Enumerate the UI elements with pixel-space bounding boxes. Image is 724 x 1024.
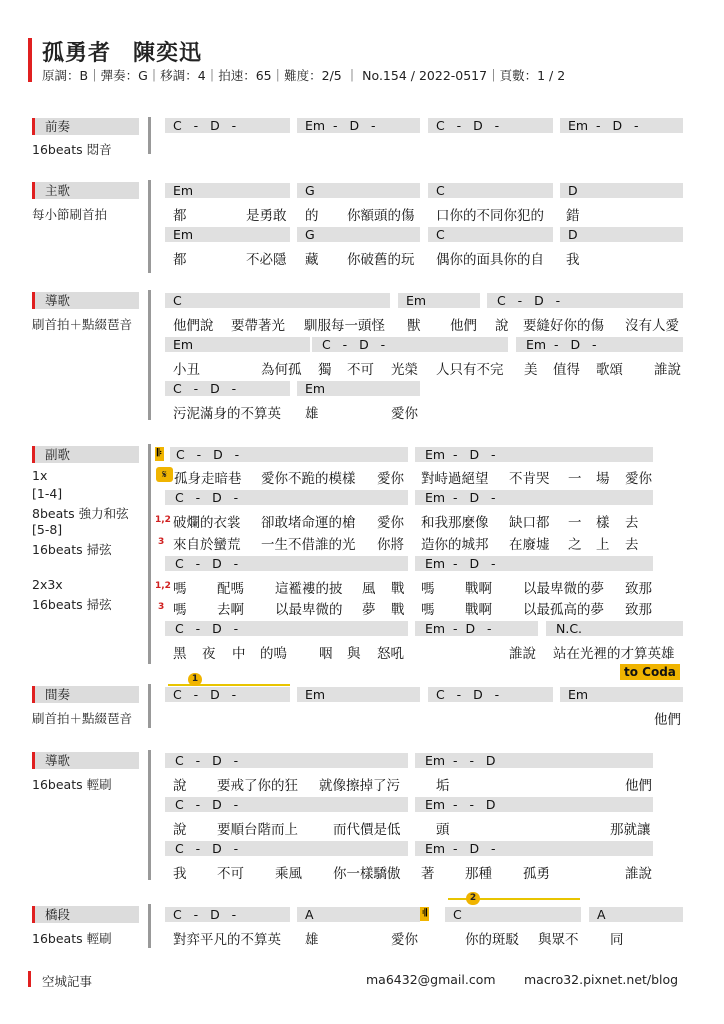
lyric: 咽 [319, 646, 333, 662]
lyric: 頭 [436, 822, 450, 838]
lyric: 愛你 [625, 471, 652, 487]
lyric: 愛你 [391, 406, 418, 422]
lyric: 口你的不同你犯的 [436, 208, 544, 224]
lyric: 嗎 [173, 581, 187, 597]
chord-box: C [428, 227, 553, 242]
section-bar [148, 444, 151, 664]
lyric: 一 [568, 471, 582, 487]
lyric: 和我那麼像 [421, 515, 489, 531]
lyric: 錯 [566, 208, 580, 224]
lyric: 站在光裡的才算英雄 [553, 646, 675, 662]
section-note-chorus: 16beats 掃弦 [32, 542, 112, 557]
chord-box: C - D - [428, 118, 553, 133]
header-accent-bar [28, 38, 32, 82]
lyric: 都 [173, 252, 187, 268]
section-note-chorus: 1x [32, 468, 48, 483]
lyric: 與 [347, 646, 361, 662]
lyric: 雄 [305, 932, 319, 948]
lyric: 雄 [305, 406, 319, 422]
chord-box: C - D - [165, 687, 290, 702]
chord-box: D [560, 227, 683, 242]
lyric: 你額頭的傷 [347, 208, 415, 224]
lyric: 不可 [347, 362, 374, 378]
lyric: 都 [173, 208, 187, 224]
lyric: 戰啊 [465, 602, 492, 618]
chord-box: C - D - [165, 118, 290, 133]
lyric: 誰說 [509, 646, 536, 662]
lyric: 那就讓 [610, 822, 651, 838]
chord-box: Em - D - [415, 447, 653, 462]
lyric: 愛你 [391, 932, 418, 948]
lyric: 同 [610, 932, 624, 948]
section-note-chorus: [5-8] [32, 522, 63, 537]
section-label-chorus: 副歌 [32, 446, 139, 463]
lyric: 中 [232, 646, 246, 662]
section-label-verse: 主歌 [32, 182, 139, 199]
chord-box: C - D - [487, 293, 683, 308]
lyric: 來自於蠻荒 [173, 537, 241, 553]
lyric: 夜 [202, 646, 216, 662]
to-coda-label: to Coda [620, 664, 680, 680]
lyric: 說 [173, 778, 187, 794]
lyric: 不必隱 [246, 252, 287, 268]
section-note-pre2: 16beats 輕刷 [32, 777, 112, 792]
lyric: 上 [596, 537, 610, 553]
lyric: 致那 [625, 602, 652, 618]
lyric: 去啊 [217, 602, 244, 618]
section-bar [148, 904, 151, 948]
lyric: 黑 [173, 646, 187, 662]
lyric: 他們 [625, 778, 652, 794]
lyric: 污泥滿身的不算英 [173, 406, 281, 422]
chord-box: G [297, 227, 420, 242]
lyric: 以最卑微的 [275, 602, 343, 618]
chord-box: Em - D - [415, 490, 653, 505]
lyric: 對弈平凡的不算英 [173, 932, 281, 948]
segno-icon: 𝄋 [156, 467, 173, 482]
second-ending-number: 2 [466, 892, 480, 905]
chord-box: Em - - D [415, 753, 653, 768]
lyric: 誰說 [625, 866, 652, 882]
lyric: 去 [625, 515, 639, 531]
repeat-start-icon: 𝄆 [157, 448, 162, 459]
lyric: 沒有人愛 [625, 318, 679, 334]
chord-box: C - D - [165, 556, 408, 571]
section-label-interlude: 間奏 [32, 686, 139, 703]
chord-box: Em [398, 293, 480, 308]
chord-box: C - D - [165, 797, 408, 812]
lyric: 以最孤高的夢 [523, 602, 604, 618]
section-note-intro: 16beats 悶音 [32, 142, 112, 157]
lyric: 嗎 [173, 602, 187, 618]
lyric: 要縫好你的傷 [523, 318, 604, 334]
chord-box: A [297, 907, 420, 922]
chord-box: Em [560, 687, 683, 702]
lyric: 你一樣驕傲 [333, 866, 401, 882]
section-label-intro: 前奏 [32, 118, 139, 135]
lyric: 愛你不跪的模樣 [261, 471, 356, 487]
lyric: 要帶著光 [231, 318, 285, 334]
section-note-bridge: 16beats 輕刷 [32, 931, 112, 946]
song-title: 孤勇者 陳奕迅 [42, 41, 203, 66]
lyric: 小丑 [173, 362, 200, 378]
chord-box: Em - D - [516, 337, 683, 352]
section-note-pre: 刷首拍＋點綴琶音 [32, 317, 133, 332]
lyric: 配嗎 [217, 581, 244, 597]
section-bar [148, 750, 151, 880]
chord-box: Em [165, 337, 310, 352]
lyric: 的嗚 [260, 646, 287, 662]
chord-box: C - D - [428, 687, 553, 702]
chord-box: Em [165, 227, 290, 242]
lyric: 光榮 [391, 362, 418, 378]
chord-box: Em - D - [415, 556, 653, 571]
lyric: 造你的城邦 [421, 537, 489, 553]
section-bar [148, 180, 151, 273]
section-note-interlude: 刷首拍＋點綴琶音 [32, 711, 133, 726]
first-ending-line [168, 684, 290, 686]
chord-box: Em [165, 183, 290, 198]
lyric: 風 [362, 581, 376, 597]
lyric: 去 [625, 537, 639, 553]
chord-box: C - D - [165, 621, 408, 636]
lyric: 戰 [391, 581, 405, 597]
lyric: 你的斑駁 [465, 932, 519, 948]
lyric: 他們 [654, 712, 681, 728]
footer-name: 空城記事 [42, 974, 93, 989]
lyric: 嗎 [421, 602, 435, 618]
lyric: 不可 [217, 866, 244, 882]
lyric: 孤身走暗巷 [174, 471, 242, 487]
lyric: 偶你的面具你的自 [436, 252, 544, 268]
footer-email[interactable]: ma6432@gmail.com [366, 972, 496, 987]
chord-box: C - D - [165, 907, 290, 922]
section-note-chorus: 16beats 掃弦 [32, 597, 112, 612]
chord-box: D [560, 183, 683, 198]
section-note-chorus: 2x3x [32, 577, 63, 592]
lyric: 場 [596, 471, 610, 487]
lyric: 戰 [391, 602, 405, 618]
lyric: 說 [495, 318, 509, 334]
lyric: 要順台階而上 [217, 822, 298, 838]
chord-box: N.C. [546, 621, 683, 636]
lyric: 我 [173, 866, 187, 882]
lyric: 著 [421, 866, 435, 882]
repeat-mark: 1,2 [155, 515, 171, 525]
lyric: 孤勇 [523, 866, 550, 882]
repeat-end-icon: 𝄇 [422, 908, 427, 919]
lyric: 獸 [407, 318, 421, 334]
chord-box: C - D - [165, 841, 408, 856]
lyric: 一生不借誰的光 [261, 537, 356, 553]
lyric: 為何孤 [261, 362, 302, 378]
chord-box: Em - - D [415, 797, 653, 812]
lyric: 你將 [377, 537, 404, 553]
chord-box: C [428, 183, 553, 198]
lyric: 樣 [596, 515, 610, 531]
lyric: 值得 [553, 362, 580, 378]
lyric: 缺口都 [509, 515, 550, 531]
lyric: 誰說 [654, 362, 681, 378]
lyric: 那種 [465, 866, 492, 882]
repeat-mark: 1,2 [155, 581, 171, 591]
lyric: 乘風 [275, 866, 302, 882]
lyric: 破爛的衣裳 [173, 515, 241, 531]
lyric: 與眾不 [538, 932, 579, 948]
lyric: 他們說 [173, 318, 214, 334]
chord-box: C - D - [165, 381, 290, 396]
section-bar [148, 684, 151, 728]
lyric: 的 [305, 208, 319, 224]
lyric: 一 [568, 515, 582, 531]
lyric: 嗎 [421, 581, 435, 597]
lyric: 人只有不完 [436, 362, 504, 378]
chord-box: Em - D - [297, 118, 420, 133]
footer-accent-bar [28, 971, 31, 987]
first-ending-number: 1 [188, 673, 202, 686]
lyric: 而代價是低 [333, 822, 401, 838]
section-bar [148, 290, 151, 420]
section-label-pre: 導歌 [32, 292, 139, 309]
lyric: 美 [524, 362, 538, 378]
lyric: 藏 [305, 252, 319, 268]
lyric: 歌頌 [596, 362, 623, 378]
chord-box: Em - D - [415, 841, 653, 856]
lyric: 說 [173, 822, 187, 838]
section-label-bridge: 橋段 [32, 906, 139, 923]
lyric: 致那 [625, 581, 652, 597]
section-note-chorus: 8beats 強力和弦 [32, 506, 129, 521]
lyric: 你破舊的玩 [347, 252, 415, 268]
section-note-verse: 每小節刷首拍 [32, 207, 108, 222]
section-label-pre2: 導歌 [32, 752, 139, 769]
chord-box: A [589, 907, 683, 922]
lyric: 要戒了你的狂 [217, 778, 298, 794]
lyric: 之 [568, 537, 582, 553]
lyric: 怒吼 [377, 646, 404, 662]
lyric: 愛你 [377, 471, 404, 487]
chord-box: C - D - [170, 447, 408, 462]
lyric: 獨 [318, 362, 332, 378]
section-note-chorus: [1-4] [32, 486, 63, 501]
chord-box: Em [297, 687, 420, 702]
lyric: 愛你 [377, 515, 404, 531]
lyric: 在廢墟 [509, 537, 550, 553]
lyric: 卻敢堵命運的槍 [261, 515, 356, 531]
footer-blog-link[interactable]: macro32.pixnet.net/blog [524, 972, 679, 987]
chord-box: C [165, 293, 390, 308]
repeat-mark: 3 [158, 537, 165, 547]
section-bar [148, 117, 151, 154]
chord-box: Em - D - [415, 621, 538, 636]
chord-box: Em [297, 381, 420, 396]
song-meta: 原調：B｜彈奏：G｜移調：4｜拍速：65｜難度：2/5 ｜ No.154 / 2022-0517｜頁數：1 / 2 [42, 68, 566, 83]
lyric: 夢 [362, 602, 376, 618]
lyric: 就像擦掉了污 [319, 778, 400, 794]
chord-box: C - D - [165, 490, 408, 505]
lyric: 他們 [450, 318, 477, 334]
lyric: 這襤褸的披 [275, 581, 343, 597]
repeat-mark: 3 [158, 602, 165, 612]
lyric: 戰啊 [465, 581, 492, 597]
chord-box: C [445, 907, 581, 922]
lyric: 垢 [436, 778, 450, 794]
lyric: 我 [566, 252, 580, 268]
lyric: 不肯哭 [509, 471, 550, 487]
lyric: 對峙過絕望 [421, 471, 489, 487]
chord-box: C - D - [312, 337, 508, 352]
lyric: 以最卑微的夢 [523, 581, 604, 597]
lyric: 馴服每一頭怪 [304, 318, 385, 334]
chord-box: C - D - [165, 753, 408, 768]
chord-box: Em - D - [560, 118, 683, 133]
lyric: 是勇敢 [246, 208, 287, 224]
chord-box: G [297, 183, 420, 198]
